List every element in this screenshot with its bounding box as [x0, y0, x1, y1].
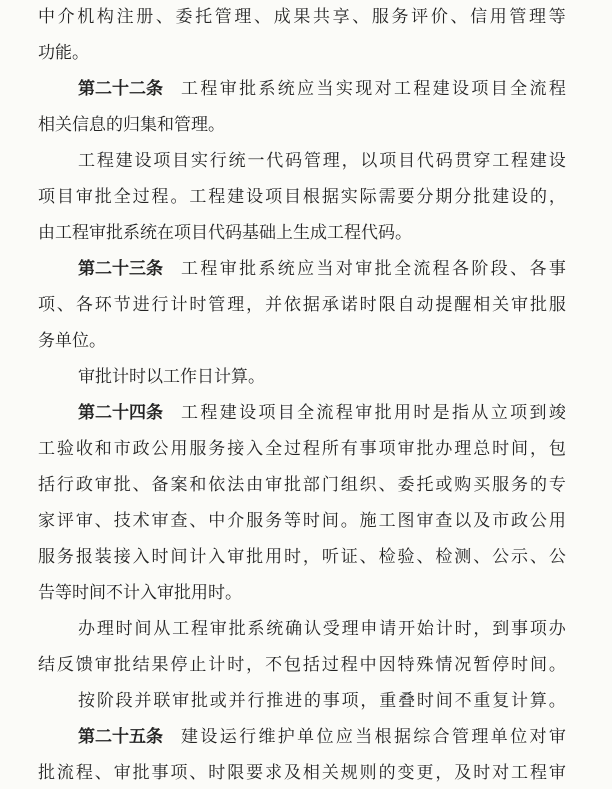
text-line: 服 务 报 装 接 入 时 间 计 入 审 批 用 时 ， 听 证 、 检 验 、 检 测 、 公 示 、 公	[38, 547, 566, 567]
text-line: 中 介 机 构 注 册 、 委 托 管 理 、 成 果 共 享 、 服 务 评 价 、 信 用 管 理 等	[38, 7, 566, 27]
text-line: 括 行 政 审 批 、 备 案 和 依 法 由 审 批 部 门 组 织 、 委 托 或 购 买 服 务 的 专	[38, 475, 566, 495]
article-25-line: 第二十五条 建 设 运 行 维 护 单 位 应 当 根 据 综 合 管 理 单 位 对 审	[0, 722, 612, 752]
text-line: 工 程 建 设 项 目 实 行 统 一 代 码 管 理 ， 以 项 目 代 码 贯 穿 工 程 建 设	[78, 151, 566, 171]
text-line: 办 理 时 间 从 工 程 审 批 系 统 确 认 受 理 申 请 开 始 计 时 ， 到 事 项 办	[78, 619, 566, 639]
article-24-line: 第二十四条 工 程 建 设 项 目 全 流 程 审 批 用 时 是 指 从 立 项 到 竣	[0, 398, 612, 428]
article-heading: 第二十二条	[78, 79, 163, 99]
article-heading: 第二十四条	[78, 403, 163, 423]
text-line: 功能。	[38, 43, 89, 63]
text-line: 告等时间不计入审批用时。	[38, 583, 242, 603]
text-line: 结 反 馈 审 批 结 果 停 止 计 时 ， 不 包 括 过 程 中 因 特 殊 情 况 暂 停 时 间 。	[38, 655, 566, 675]
text-line: 项 、 各 环 节 进 行 计 时 管 理 ， 并 依 据 承 诺 时 限 自 动 提 醒 相 关 审 批 服	[38, 295, 566, 315]
text-line: 按 阶 段 并 联 审 批 或 并 行 推 进 的 事 项 ， 重 叠 时 间 不 重 复 计 算 。	[78, 691, 566, 711]
article-heading: 第二十三条	[78, 259, 163, 279]
text-line: 务单位。	[38, 331, 106, 351]
text-line: 审批计时以工作日计算。	[78, 367, 265, 387]
article-23-line: 第二十三条 工 程 审 批 系 统 应 当 对 审 批 全 流 程 各 阶 段 、 各 事	[0, 254, 612, 284]
text-line: 批 流 程 、 审 批 事 项 、 时 限 要 求 及 相 关 规 则 的 变 更 ， 及 时 对 工 程 审	[38, 763, 566, 783]
text-line: 工 验 收 和 市 政 公 用 服 务 接 入 全 过 程 所 有 事 项 审 批 办 理 总 时 间 ， 包	[38, 439, 566, 459]
article-22-line: 第二十二条 工 程 审 批 系 统 应 当 实 现 对 工 程 建 设 项 目 全 流 程	[0, 74, 612, 104]
article-heading: 第二十五条	[78, 727, 163, 747]
text-line: 由工程审批系统在项目代码基础上生成工程代码。	[38, 223, 412, 243]
text-line: 家 评 审 、 技 术 审 查 、 中 介 服 务 等 时 间 。 施 工 图 审 查 以 及 市 政 公 用	[38, 511, 566, 531]
text-line: 项 目 审 批 全 过 程 。 工 程 建 设 项 目 根 据 实 际 需 要 分 期 分 批 建 设 的 ，	[38, 187, 566, 207]
text-line: 相关信息的归集和管理。	[38, 115, 225, 135]
